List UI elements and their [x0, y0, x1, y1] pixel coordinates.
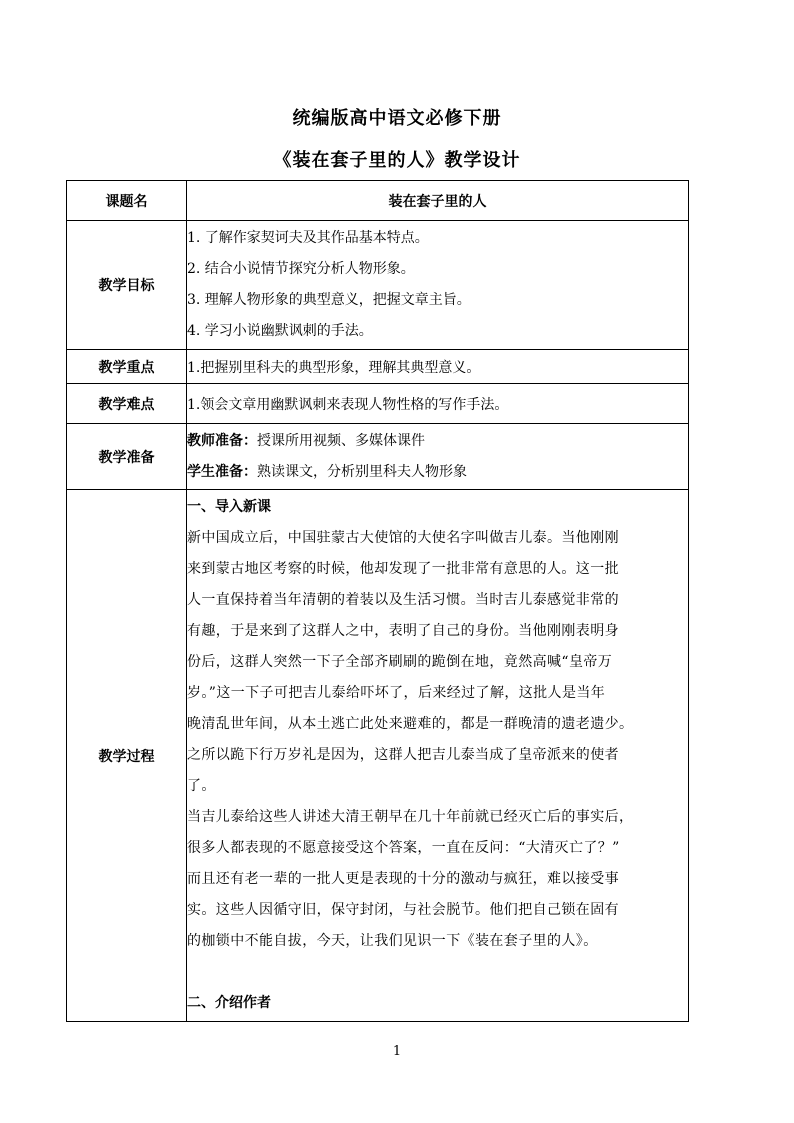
intro-paragraph-line: 而且还有老一辈的一批人更是表现的十分的激动与疯狂，难以接受事	[187, 871, 619, 887]
table-row-difficulties	[67, 384, 689, 424]
difficulties-value: 1.领会文章用幽默讽刺来表现人物性格的写作手法。	[187, 384, 689, 424]
topic-label: 课题名	[67, 181, 187, 221]
table-row-goals	[67, 221, 689, 350]
document-title: 统编版高中语文必修下册	[292, 108, 502, 129]
goal-item: 3. 理解人物形象的典型意义，把握文章主旨。	[187, 292, 471, 308]
intro-paragraph-line: 的枷锁中不能自拔，今天，让我们见识一下《装在套子里的人》。	[187, 933, 598, 949]
table-row-key-points	[67, 350, 689, 384]
table-row-topic	[67, 181, 689, 221]
intro-paragraph-line: 有趣，于是来到了这群人之中，表明了自己的身份。当他刚刚表明身	[187, 623, 619, 639]
document-subtitle: 《装在套子里的人》教学设计	[273, 150, 521, 171]
section-heading-author: 二、介绍作者	[187, 995, 271, 1011]
table-row-process	[67, 490, 689, 1022]
preparation-content	[187, 424, 689, 490]
process-label: 教学过程	[67, 490, 187, 1022]
intro-paragraph-line: 晚清乱世年间，从本土逃亡此处来避难的，都是一群晚清的遗老遗少。	[187, 716, 634, 732]
teacher-preparation	[187, 426, 688, 457]
intro-paragraph-line: 实。这些人因循守旧，保守封闭，与社会脱节。他们把自己锁在固有	[187, 902, 619, 918]
section-heading-intro: 一、导入新课	[187, 499, 271, 515]
goal-item: 1. 了解作家契诃夫及其作品基本特点。	[187, 230, 429, 246]
teacher-preparation-label: 教师准备：	[187, 432, 257, 449]
difficulties-label: 教学难点	[67, 384, 187, 424]
table-row-preparation	[67, 424, 689, 490]
goal-item: 2. 结合小说情节探究分析人物形象。	[187, 261, 415, 277]
lesson-plan-table	[66, 180, 689, 1022]
key-points-value: 1.把握别里科夫的典型形象，理解其典型意义。	[187, 350, 689, 384]
intro-paragraph-line: 人一直保持着当年清朝的着装以及生活习惯。当时吉儿泰感觉非常的	[187, 592, 619, 608]
intro-paragraph-line: 了。	[187, 778, 216, 794]
student-preparation-label: 学生准备：	[187, 463, 257, 480]
teacher-preparation-value: 授课所用视频、多媒体课件	[257, 432, 425, 449]
page-number: 1	[392, 1044, 402, 1059]
blank-line	[187, 957, 688, 988]
intro-paragraph-line: 岁。”这一下子可把吉儿泰给吓坏了，后来经过了解，这批人是当年	[187, 685, 606, 701]
intro-paragraph-line: 来到蒙古地区考察的时候，他却发现了一批非常有意思的人。这一批	[187, 561, 619, 577]
intro-paragraph-line: 份后，这群人突然一下子全部齐刷刷的跪倒在地，竟然高喊“皇帝万	[187, 654, 613, 670]
preparation-label: 教学准备	[67, 424, 187, 490]
goals-label: 教学目标	[67, 221, 187, 350]
goal-item: 4. 学习小说幽默讽刺的手法。	[187, 323, 373, 339]
goals-list	[187, 221, 689, 350]
intro-paragraph-line: 之所以跪下行万岁礼是因为，这群人把吉儿泰当成了皇帝派来的使者	[187, 747, 619, 763]
key-points-label: 教学重点	[67, 350, 187, 384]
intro-paragraph-line: 新中国成立后，中国驻蒙古大使馆的大使名字叫做吉儿泰。当他刚刚	[187, 530, 619, 546]
student-preparation-value: 熟读课文，分析别里科夫人物形象	[257, 463, 467, 480]
intro-paragraph-line: 很多人都表现的不愿意接受这个答案，一直在反问：“大清灭亡了？”	[187, 840, 620, 856]
student-preparation	[187, 457, 688, 488]
topic-value: 装在套子里的人	[187, 181, 689, 221]
intro-paragraph-line: 当吉儿泰给这些人讲述大清王朝早在几十年前就已经灭亡后的事实后，	[187, 809, 634, 825]
process-content	[187, 490, 689, 1022]
